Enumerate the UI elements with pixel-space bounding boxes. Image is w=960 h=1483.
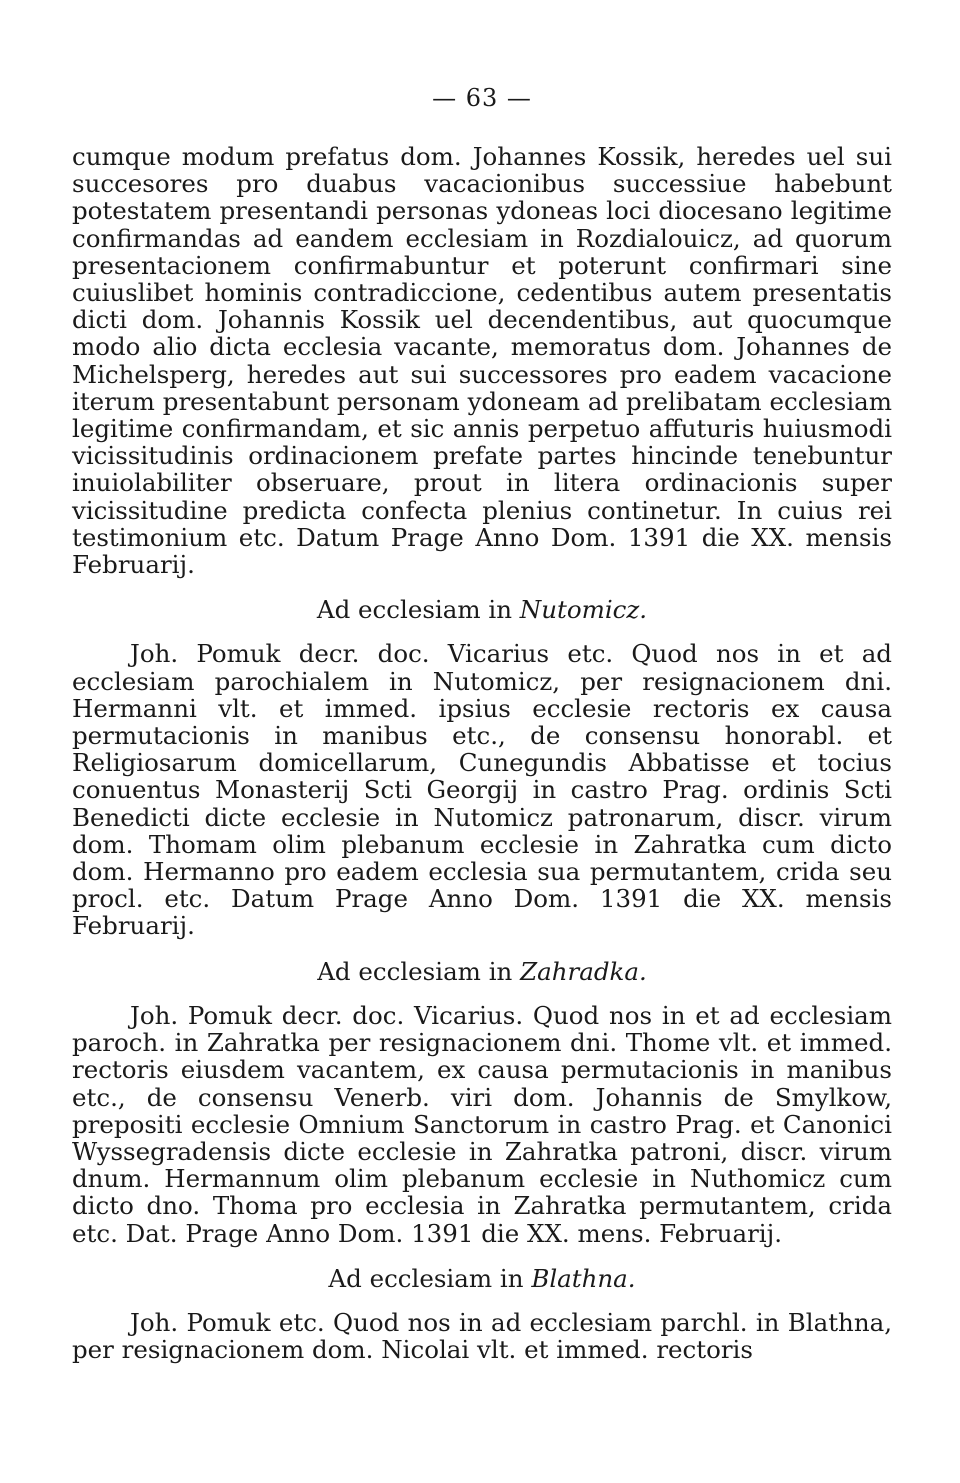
heading-prefix: Ad ecclesiam in [317, 956, 521, 986]
document-page [72, 84, 892, 1363]
heading-prefix: Ad ecclesiam in [316, 595, 520, 625]
section-heading-blathna [72, 1265, 892, 1292]
heading-place: Zahradka. [520, 956, 647, 986]
paragraph-continuation: cumque modum prefatus dom. Johannes Kossik, heredes uel sui succesores pro duabus vacacionibus successiue habebunt potestatem presentandi personas ydoneas loci diocesano legitime confirmandas ad eandem ecclesiam in Rozdialouicz, ad quorum presentacionem confirmabuntur et poterunt confirmari sine cuiuslibet hominis contradiccione, cedentibus autem presentatis dicti dom. Johannis Kossik uel decendentibus, aut quocumque modo alio dicta ecclesia vacante, memoratus dom. Johannes de Michelsperg, heredes aut sui successores pro eadem vacacione iterum presentabunt personam ydoneam ad prelibatam ecclesiam legitime confirmandam, et sic annis perpetuo affuturis huiusmodi vicissitudinis ordinacionem prefate partes hincinde tenebuntur inuiolabiliter obseruare, prout in litera ordinacionis super vicissitudine predicta confecta plenius continetur. In cuius rei testimonium etc. Datum Prage Anno Dom. 1391 die XX. mensis Februarij. [72, 142, 892, 580]
heading-place: Blathna. [531, 1263, 636, 1293]
heading-place: Nutomicz. [519, 595, 648, 625]
paragraph-blathna: Joh. Pomuk etc. Quod nos in ad ecclesiam parchl. in Blathna, per resignacionem dom. Nicolai vlt. et immed. rectoris [72, 1307, 892, 1365]
section-heading-zahradka [72, 958, 892, 985]
page-number: — 63 — [432, 84, 532, 112]
section-heading-nutomicz [72, 596, 892, 623]
heading-prefix: Ad ecclesiam in [328, 1263, 532, 1293]
paragraph-nutomicz: Joh. Pomuk decr. doc. Vicarius etc. Quod nos in et ad ecclesiam parochialem in Nutomicz, per resignacionem dni. Hermanni vlt. et immed. ipsius ecclesie rectoris ex causa permutacionis in manibus etc., de consensu honorabl. et Religiosarum domicellarum, Cunegundis Abbatisse et tocius conuentus Monasterij Scti Georgij in castro Prag. ordinis Scti Benedicti dicte ecclesie in Nutomicz patronarum, discr. virum dom. Thomam olim plebanum ecclesie in Zahratka cum dicto dom. Hermanno pro eadem ecclesia sua permutantem, crida seu procl. etc. Datum Prage Anno Dom. 1391 die XX. mensis Februarij. [72, 639, 892, 941]
paragraph-zahradka: Joh. Pomuk decr. doc. Vicarius. Quod nos in et ad ecclesiam paroch. in Zahratka per resignacionem dni. Thome vlt. et immed. rectoris eiusdem vacantem, ex causa permutacionis in manibus etc., de consensu Venerb. viri dom. Johannis de Smylkow, prepositi ecclesie Omnium Sanctorum in castro Prag. et Canonici Wyssegradensis dicte ecclesie in Zahratka patroni, discr. virum dnum. Hermannum olim plebanum ecclesie in Nuthomicz cum dicto dno. Thoma pro ecclesia in Zahratka permutantem, crida etc. Dat. Prage Anno Dom. 1391 die XX. mens. Februarij. [72, 1000, 892, 1248]
